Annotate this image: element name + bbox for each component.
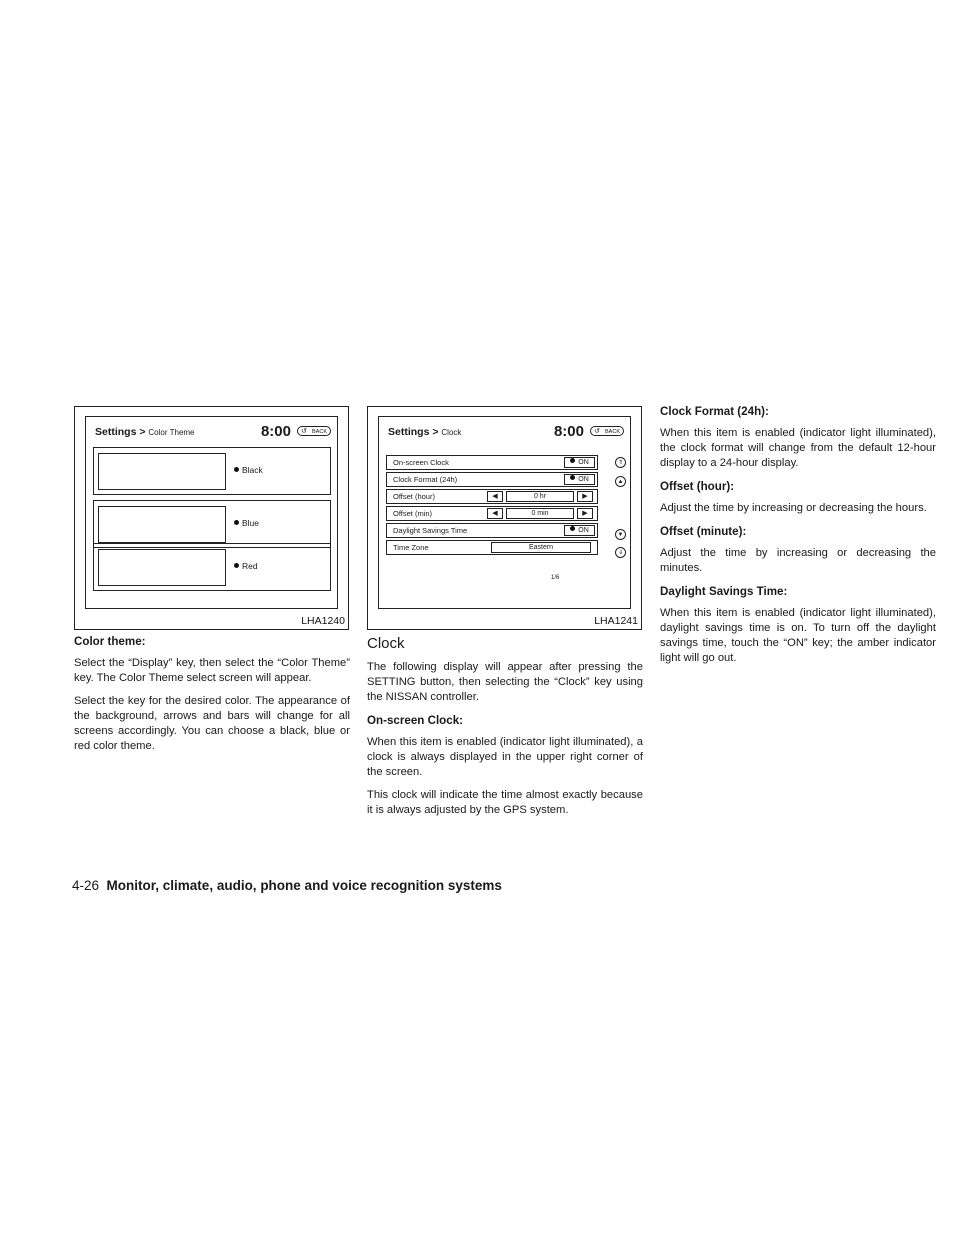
figure-clock xyxy=(367,406,642,630)
daylight-savings-row[interactable] xyxy=(386,523,598,538)
row-label: Offset (min) xyxy=(393,509,433,518)
indicator-dot-icon xyxy=(234,520,239,525)
theme-name: Red xyxy=(242,561,258,571)
settings-breadcrumb xyxy=(388,426,461,438)
indicator-dot-icon xyxy=(570,458,575,463)
offset-min-row[interactable] xyxy=(386,506,598,521)
paragraph: Adjust the time by increasing or decreasing the hours. xyxy=(660,502,927,514)
scroll-up-icon[interactable]: ▲ xyxy=(615,476,626,487)
clock-time: 8:00 xyxy=(260,423,291,440)
on-toggle[interactable] xyxy=(564,525,595,536)
scroll-top-icon[interactable]: ⇑ xyxy=(615,457,626,468)
column-color-theme xyxy=(74,634,350,762)
theme-preview xyxy=(98,453,226,490)
increase-arrow-icon[interactable]: ▶ xyxy=(577,508,593,519)
toggle-label: ON xyxy=(578,459,589,466)
settings-label: Settings > xyxy=(388,426,439,438)
sub-heading: Offset (minute): xyxy=(660,525,747,538)
sub-heading: On-screen Clock: xyxy=(367,714,463,727)
toggle-label: ON xyxy=(578,527,589,534)
theme-label xyxy=(234,465,263,475)
indicator-dot-icon xyxy=(570,475,575,480)
paragraph: Adjust the time by increasing or decreasing the minutes. xyxy=(660,547,936,574)
section-title: Clock xyxy=(367,635,405,652)
indicator-dot-icon xyxy=(570,526,575,531)
paragraph: Select the “Display” key, then select the “Color Theme” key. The Color Theme select screen will appear. xyxy=(74,657,350,684)
row-label: On-screen Clock xyxy=(393,458,449,467)
breadcrumb-current: Color Theme xyxy=(148,428,195,437)
figure-color-theme xyxy=(74,406,349,630)
indicator-dot-icon xyxy=(234,563,239,568)
sub-heading: Daylight Savings Time: xyxy=(660,585,788,598)
breadcrumb-current: Clock xyxy=(441,428,462,437)
scroll-down-icon[interactable]: ▼ xyxy=(615,529,626,540)
on-toggle[interactable] xyxy=(564,474,595,485)
theme-option-red[interactable] xyxy=(93,543,331,591)
paragraph: When this item is enabled (indicator light illuminated), daylight savings time is on. To turn off the daylight savings time, touch the “ON” key; the amber indicator light will go out. xyxy=(660,607,936,664)
theme-option-black[interactable] xyxy=(93,447,331,495)
back-label: BACK xyxy=(605,429,620,435)
offset-hour-row[interactable] xyxy=(386,489,598,504)
decrease-arrow-icon[interactable]: ◀ xyxy=(487,508,503,519)
indicator-dot-icon xyxy=(234,467,239,472)
paragraph: This clock will indicate the time almost exactly because it is always adjusted by the GPS system. xyxy=(367,789,643,816)
color-theme-screen xyxy=(85,416,338,609)
time-zone-row[interactable] xyxy=(386,540,598,555)
back-label: BACK xyxy=(312,429,327,435)
theme-option-blue[interactable] xyxy=(93,500,331,548)
increase-arrow-icon[interactable]: ▶ xyxy=(577,491,593,502)
scroll-bottom-icon[interactable]: ⇓ xyxy=(615,547,626,558)
chapter-title: Monitor, climate, audio, phone and voice recognition systems xyxy=(106,878,502,893)
theme-name: Black xyxy=(242,465,263,475)
screen-header xyxy=(95,423,331,440)
page-footer xyxy=(72,878,502,893)
settings-breadcrumb xyxy=(95,426,195,438)
paragraph: When this item is enabled (indicator light illuminated), the clock format will change from the default 12-hour display to a 24-hour display. xyxy=(660,427,936,469)
paragraph: When this item is enabled (indicator light illuminated), a clock is always displayed in the upper right corner of the screen. xyxy=(367,736,643,778)
figure-code: LHA1240 xyxy=(301,615,345,627)
theme-label xyxy=(234,518,259,528)
back-arrow-icon: ↺ xyxy=(301,428,307,435)
toggle-label: ON xyxy=(578,476,589,483)
theme-name: Blue xyxy=(242,518,260,528)
clock-time: 8:00 xyxy=(553,423,584,440)
theme-preview xyxy=(98,506,226,543)
section-heading: Color theme: xyxy=(74,635,146,648)
settings-label: Settings > xyxy=(95,426,146,438)
figure-code: LHA1241 xyxy=(594,615,638,627)
on-screen-clock-row[interactable] xyxy=(386,455,598,470)
offset-min-value: 0 min xyxy=(506,508,574,519)
screen-header xyxy=(388,423,624,440)
row-label: Clock Format (24h) xyxy=(393,475,458,484)
time-zone-value[interactable]: Eastern xyxy=(491,542,591,553)
paragraph: The following display will appear after pressing the SETTING button, then selecting the “Clock” key using the NISSAN controller. xyxy=(367,661,643,703)
decrease-arrow-icon[interactable]: ◀ xyxy=(487,491,503,502)
clock-screen xyxy=(378,416,631,609)
page-indicator: 1/6 xyxy=(551,575,560,581)
back-button[interactable] xyxy=(590,426,624,436)
page-number: 4-26 xyxy=(72,878,100,893)
column-clock xyxy=(367,636,643,826)
paragraph: Select the key for the desired color. The appearance of the background, arrows and bars will change for all screens accordingly. You can choose a black, blue or red color theme. xyxy=(74,695,350,752)
sub-heading: Offset (hour): xyxy=(660,480,735,493)
row-label: Offset (hour) xyxy=(393,492,435,501)
row-label: Daylight Savings Time xyxy=(393,526,468,535)
clock-format-row[interactable] xyxy=(386,472,598,487)
back-button[interactable] xyxy=(297,426,331,436)
row-label: Time Zone xyxy=(393,543,429,552)
on-toggle[interactable] xyxy=(564,457,595,468)
theme-label xyxy=(234,561,258,571)
theme-preview xyxy=(98,549,226,586)
back-arrow-icon: ↺ xyxy=(594,428,600,435)
column-clock-options xyxy=(660,404,936,674)
sub-heading: Clock Format (24h): xyxy=(660,405,769,418)
offset-hour-value: 0 hr xyxy=(506,491,574,502)
